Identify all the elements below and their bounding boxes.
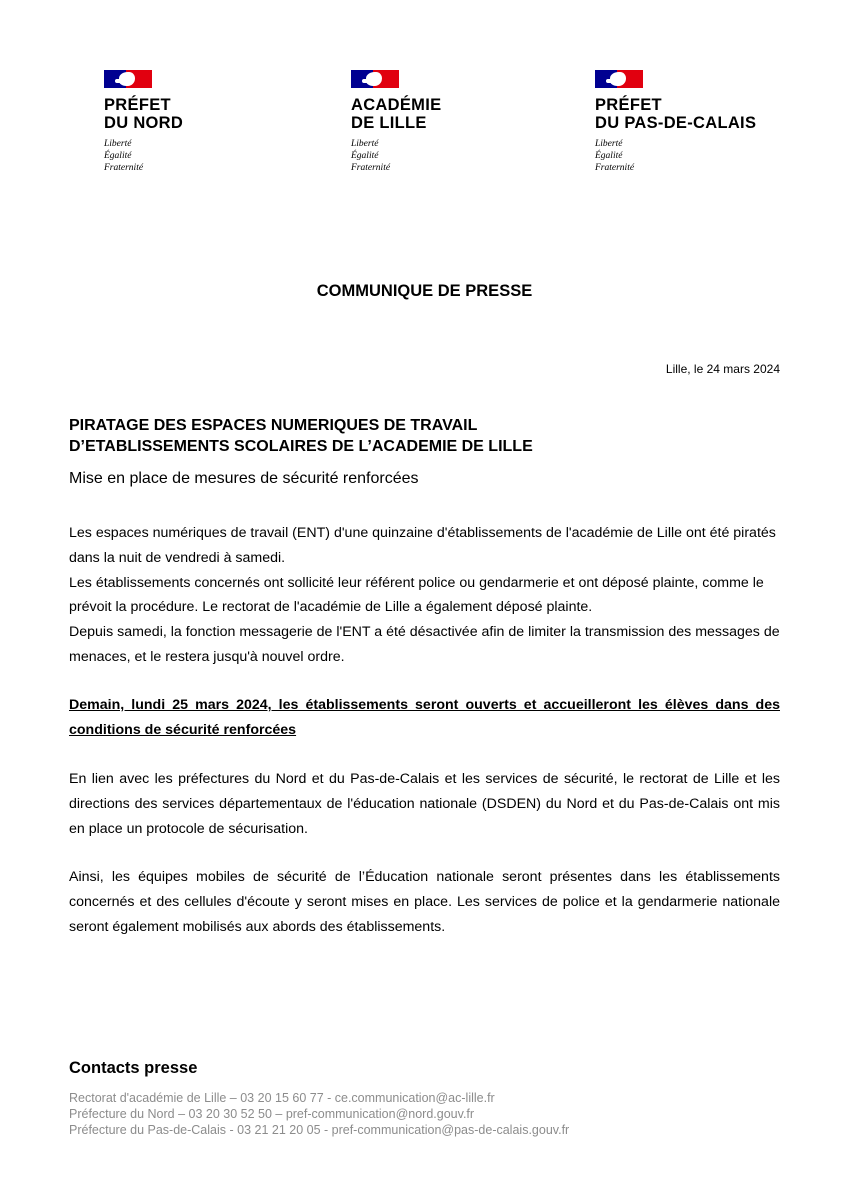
headline-line2: D’ETABLISSEMENTS SCOLAIRES DE L’ACADEMIE DE LILLE	[69, 438, 533, 455]
headline-line1: PIRATAGE DES ESPACES NUMERIQUES DE TRAVAIL	[69, 417, 478, 434]
contact-line-prefecture-pas-de-calais: Préfecture du Pas-de-Calais - 03 21 21 20 05 - pref-communication@pas-de-calais.gouv.fr	[69, 1123, 570, 1137]
paragraph-measures: Ainsi, les équipes mobiles de sécurité de l’Éducation nationale seront présentes dans les établissements concernés et des cellules d'écoute y seront mises en place. Les services de police et la gendarmerie nationale seront également mobilisés aux abords des établissements.	[69, 869, 780, 935]
logo-name-line2: DU PAS-DE-CALAIS	[595, 114, 757, 132]
logo-name-line1: ACADÉMIE	[351, 96, 442, 114]
paragraph-protocol: En lien avec les préfectures du Nord et du Pas-de-Calais et les services de sécurité, le rectorat de Lille et les directions des services départementaux de l'éducation nationale (DSDEN) du Nord et du Pas-de-Calais ont mis en place un protocole de sécurisation.	[69, 771, 780, 837]
logo-academie-lille	[351, 70, 441, 174]
paragraph-intro3: Depuis samedi, la fonction messagerie de l'ENT a été désactivée afin de limiter la transmission des messages de menaces, et le restera jusqu'à nouvel ordre.	[69, 624, 780, 665]
publication-date: Lille, le 24 mars 2024	[665, 362, 780, 376]
logo-name-line1: PRÉFET	[104, 96, 171, 114]
paragraph-intro2: Les établissements concernés ont sollicité leur référent police ou gendarmerie et ont déposé plainte, comme le prévoit la procédure. Le rectorat de l'académie de Lille a également déposé plainte.	[69, 574, 764, 616]
contact-line-prefecture-nord: Préfecture du Nord – 03 20 30 52 50 – pref-communication@nord.gouv.fr	[69, 1107, 475, 1121]
marianne-flag-icon	[104, 70, 152, 88]
paragraph-intro1: Les espaces numériques de travail (ENT) d'une quinzaine d'établissements de l'académie de Lille ont été piratés dans la nuit de vendredi à samedi.	[69, 525, 776, 566]
subheadline: Mise en place de mesures de sécurité renforcées	[69, 470, 419, 487]
contacts-list	[69, 1090, 569, 1138]
logo-name-line1: PRÉFET	[595, 96, 662, 114]
marianne-flag-icon	[595, 70, 643, 88]
logo-name-line2: DE LILLE	[351, 114, 427, 132]
republic-motto: Liberté Égalité Fraternité	[351, 139, 391, 173]
contact-line-rectorat: Rectorat d'académie de Lille – 03 20 15 60 77 - ce.communication@ac-lille.fr	[69, 1091, 495, 1105]
republic-motto: Liberté Égalité Fraternité	[104, 139, 144, 173]
intro-paragraphs	[69, 521, 780, 670]
contacts-title: Contacts presse	[69, 1059, 198, 1077]
marianne-flag-icon	[351, 70, 399, 88]
document-title: COMMUNIQUE DE PRESSE	[316, 282, 533, 300]
headline	[69, 415, 780, 457]
logo-name-line2: DU NORD	[104, 114, 184, 132]
logo-prefet-nord	[104, 70, 183, 174]
highlight-paragraph: Demain, lundi 25 mars 2024, les établissements seront ouverts et accueilleront les élèves dans des conditions de sécurité renforcées	[69, 697, 780, 738]
republic-motto: Liberté Égalité Fraternité	[595, 139, 635, 173]
logo-prefet-pas-de-calais	[595, 70, 756, 174]
